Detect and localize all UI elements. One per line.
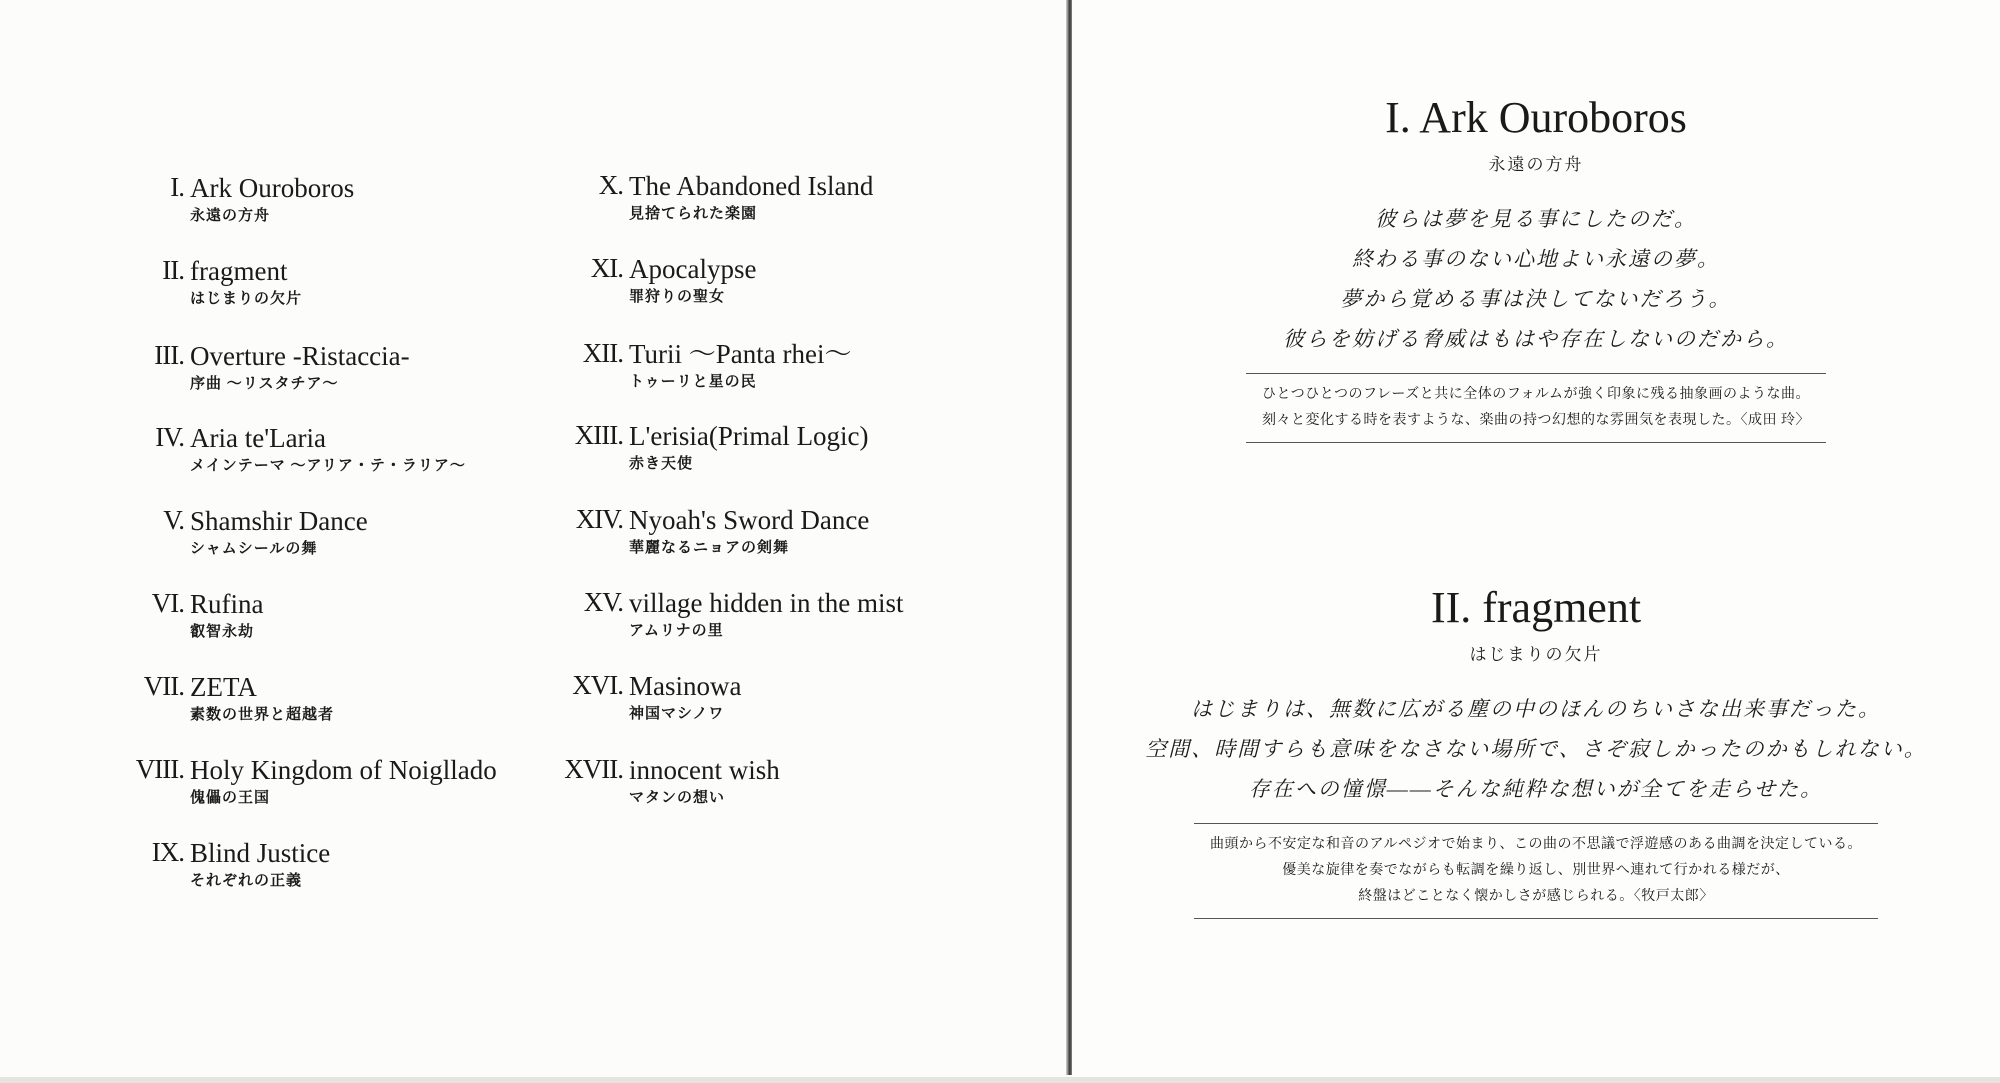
track-subtitle: はじまりの欠片 bbox=[190, 291, 303, 307]
track-item bbox=[582, 338, 852, 391]
track-number: IV. bbox=[155, 422, 184, 452]
track-subtitle: それぞれの正義 bbox=[190, 873, 303, 889]
poem-line: 終わる事のない心地よい永遠の夢。 bbox=[1352, 247, 1720, 271]
track-number: VI. bbox=[151, 588, 184, 618]
track-item bbox=[151, 588, 264, 641]
track-subtitle: アムリナの里 bbox=[629, 623, 724, 639]
track-number: III. bbox=[154, 340, 184, 370]
track-subtitle: シャムシールの舞 bbox=[190, 541, 318, 557]
page-bottom-edge bbox=[0, 1077, 2000, 1083]
track-title: Blind Justice bbox=[190, 838, 331, 868]
track-item bbox=[170, 172, 355, 225]
track-item bbox=[564, 754, 780, 807]
track-item bbox=[598, 170, 874, 223]
poem-line: 夢から覚める事は決してないだろう。 bbox=[1340, 287, 1732, 311]
track-title: fragment bbox=[190, 256, 288, 286]
note-line: 曲頭から不安定な和音のアルペジオで始まり、この曲の不思議で浮遊感のある曲調を決定している。 bbox=[1210, 837, 1862, 852]
track-title: Aria te'Laria bbox=[190, 423, 327, 453]
track-item bbox=[574, 420, 869, 473]
track-number: II. bbox=[162, 255, 184, 285]
poem-line: 彼らは夢を見る事にしたのだ。 bbox=[1375, 207, 1697, 231]
track-title: Apocalypse bbox=[629, 254, 757, 284]
section-fragment bbox=[1072, 582, 2000, 919]
track-number: I. bbox=[170, 172, 184, 202]
track-title: innocent wish bbox=[629, 755, 780, 785]
track-item bbox=[151, 837, 331, 890]
track-title: Masinowa bbox=[629, 671, 742, 701]
track-number: VII. bbox=[143, 671, 184, 701]
track-title: ZETA bbox=[190, 672, 257, 702]
track-subtitle: 見捨てられた楽園 bbox=[629, 206, 758, 222]
track-title: Nyoah's Sword Dance bbox=[629, 505, 870, 535]
right-page-liner-notes bbox=[1072, 0, 2000, 1083]
track-subtitle: 素数の世界と超越者 bbox=[190, 707, 335, 723]
track-title: Turii 〜Panta rhei〜 bbox=[629, 339, 852, 369]
track-item bbox=[154, 340, 410, 393]
track-item bbox=[583, 587, 904, 640]
track-title: Overture -Ristaccia- bbox=[190, 341, 410, 371]
track-subtitle: 華麗なるニョアの剣舞 bbox=[629, 540, 790, 556]
track-subtitle: 永遠の方舟 bbox=[190, 208, 271, 224]
track-number: XIII. bbox=[574, 420, 623, 450]
track-number: XII. bbox=[582, 338, 623, 368]
section-poem bbox=[1072, 689, 2000, 809]
section-title: II. fragment bbox=[1430, 583, 1642, 632]
section-title: I. Ark Ouroboros bbox=[1385, 93, 1687, 142]
track-subtitle: 叡智永劫 bbox=[190, 624, 255, 640]
track-number: X. bbox=[598, 170, 623, 200]
track-number: XVII. bbox=[564, 754, 623, 784]
section-ark-ouroboros bbox=[1072, 92, 2000, 443]
track-title: The Abandoned Island bbox=[629, 171, 874, 201]
poem-line: 彼らを妨げる脅威はもはや存在しないのだから。 bbox=[1283, 327, 1789, 351]
note-line: ひとつひとつのフレーズと共に全体のフォルムが強く印象に残る抽象画のような曲。 bbox=[1262, 387, 1810, 402]
track-number: XI. bbox=[590, 253, 623, 283]
section-subtitle: はじまりの欠片 bbox=[1469, 645, 1603, 664]
poem-line: 存在への憧憬――そんな純粋な想いが全てを走らせた。 bbox=[1248, 777, 1824, 801]
track-item bbox=[163, 505, 368, 558]
track-subtitle: 神国マシノワ bbox=[629, 706, 725, 722]
poem-line: はじまりは、無数に広がる塵の中のほんのちいさな出来事だった。 bbox=[1191, 697, 1881, 721]
track-item bbox=[572, 670, 742, 723]
track-number: XV. bbox=[583, 587, 623, 617]
poem-line: 空間、時間すらも意味をなさない場所で、さぞ寂しかったのかもしれない。 bbox=[1145, 737, 1927, 761]
note-line: 終盤はどことなく懐かしさが感じられる。〈牧戸太郎〉 bbox=[1358, 889, 1714, 904]
track-title: Rufina bbox=[190, 589, 264, 619]
track-subtitle: 序曲 〜リスタチア〜 bbox=[190, 376, 339, 392]
track-item bbox=[135, 754, 497, 807]
note-line: 優美な旋律を奏でながらも転調を繰り返し、別世界へ連れて行かれる様だが、 bbox=[1282, 863, 1790, 878]
track-title: Shamshir Dance bbox=[190, 506, 368, 536]
track-number: VIII. bbox=[135, 754, 184, 784]
track-number: V. bbox=[163, 505, 184, 535]
track-title: Ark Ouroboros bbox=[190, 173, 355, 203]
track-item bbox=[143, 671, 335, 724]
track-item bbox=[590, 253, 757, 306]
track-title: Holy Kingdom of Noiglladо bbox=[190, 755, 497, 785]
track-title: L'erisia(Primal Logic) bbox=[629, 421, 869, 451]
track-subtitle: マタンの想い bbox=[629, 790, 726, 806]
track-title: village hidden in the mist bbox=[629, 588, 904, 618]
track-subtitle: 罪狩りの聖女 bbox=[629, 289, 726, 305]
track-item bbox=[155, 422, 466, 475]
track-number: XVI. bbox=[572, 670, 623, 700]
section-poem bbox=[1072, 199, 2000, 359]
section-note-box bbox=[1194, 823, 1878, 919]
track-number: XIV. bbox=[575, 504, 623, 534]
track-item bbox=[575, 504, 870, 557]
track-item bbox=[162, 255, 303, 308]
track-number: IX. bbox=[151, 837, 184, 867]
track-subtitle: 傀儡の王国 bbox=[190, 790, 271, 806]
track-subtitle: メインテーマ 〜アリア・テ・ラリア〜 bbox=[190, 458, 466, 474]
section-subtitle: 永遠の方舟 bbox=[1488, 155, 1584, 174]
section-note-box bbox=[1246, 373, 1826, 443]
track-subtitle: トゥーリと星の民 bbox=[629, 374, 757, 390]
track-subtitle: 赤き天使 bbox=[629, 456, 694, 472]
note-line: 刻々と変化する時を表すような、楽曲の持つ幻想的な雰囲気を表現した。〈成田 玲〉 bbox=[1262, 413, 1810, 428]
